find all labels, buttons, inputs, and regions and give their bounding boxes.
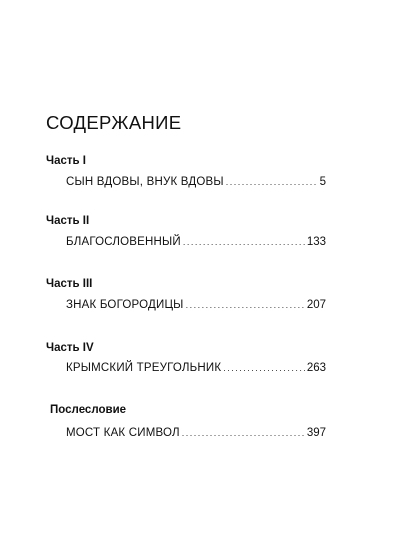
entry-title: КРЫМСКИЙ ТРЕУГОЛЬНИК bbox=[66, 362, 222, 374]
toc-entry bbox=[66, 236, 326, 248]
page-number: 207 bbox=[306, 299, 326, 311]
dot-leader bbox=[226, 177, 318, 187]
page-number: 5 bbox=[319, 176, 326, 188]
part-label: Часть II bbox=[46, 215, 90, 227]
part-label: Часть IV bbox=[46, 342, 94, 354]
page-number: 133 bbox=[306, 236, 326, 248]
page-number: 397 bbox=[306, 427, 326, 439]
part-label: Послесловие bbox=[50, 404, 127, 416]
dot-leader bbox=[223, 363, 305, 373]
part-label: Часть III bbox=[46, 278, 93, 290]
toc-entry bbox=[66, 362, 326, 374]
toc-title: СОДЕРЖАНИЕ bbox=[46, 112, 182, 133]
toc-entry bbox=[66, 427, 326, 439]
entry-title: БЛАГОСЛОВЕННЫЙ bbox=[66, 236, 181, 248]
dot-leader bbox=[186, 300, 305, 310]
part-label: Часть I bbox=[46, 155, 86, 167]
dot-leader bbox=[182, 428, 305, 438]
entry-title: МОСТ КАК СИМВОЛ bbox=[66, 427, 180, 439]
dot-leader bbox=[183, 237, 305, 247]
entry-title: ЗНАК БОГОРОДИЦЫ bbox=[66, 299, 184, 311]
toc-entry bbox=[66, 299, 326, 311]
page-number: 263 bbox=[306, 362, 326, 374]
entry-title: СЫН ВДОВЫ, ВНУК ВДОВЫ bbox=[66, 176, 224, 188]
toc-entry bbox=[66, 176, 326, 188]
